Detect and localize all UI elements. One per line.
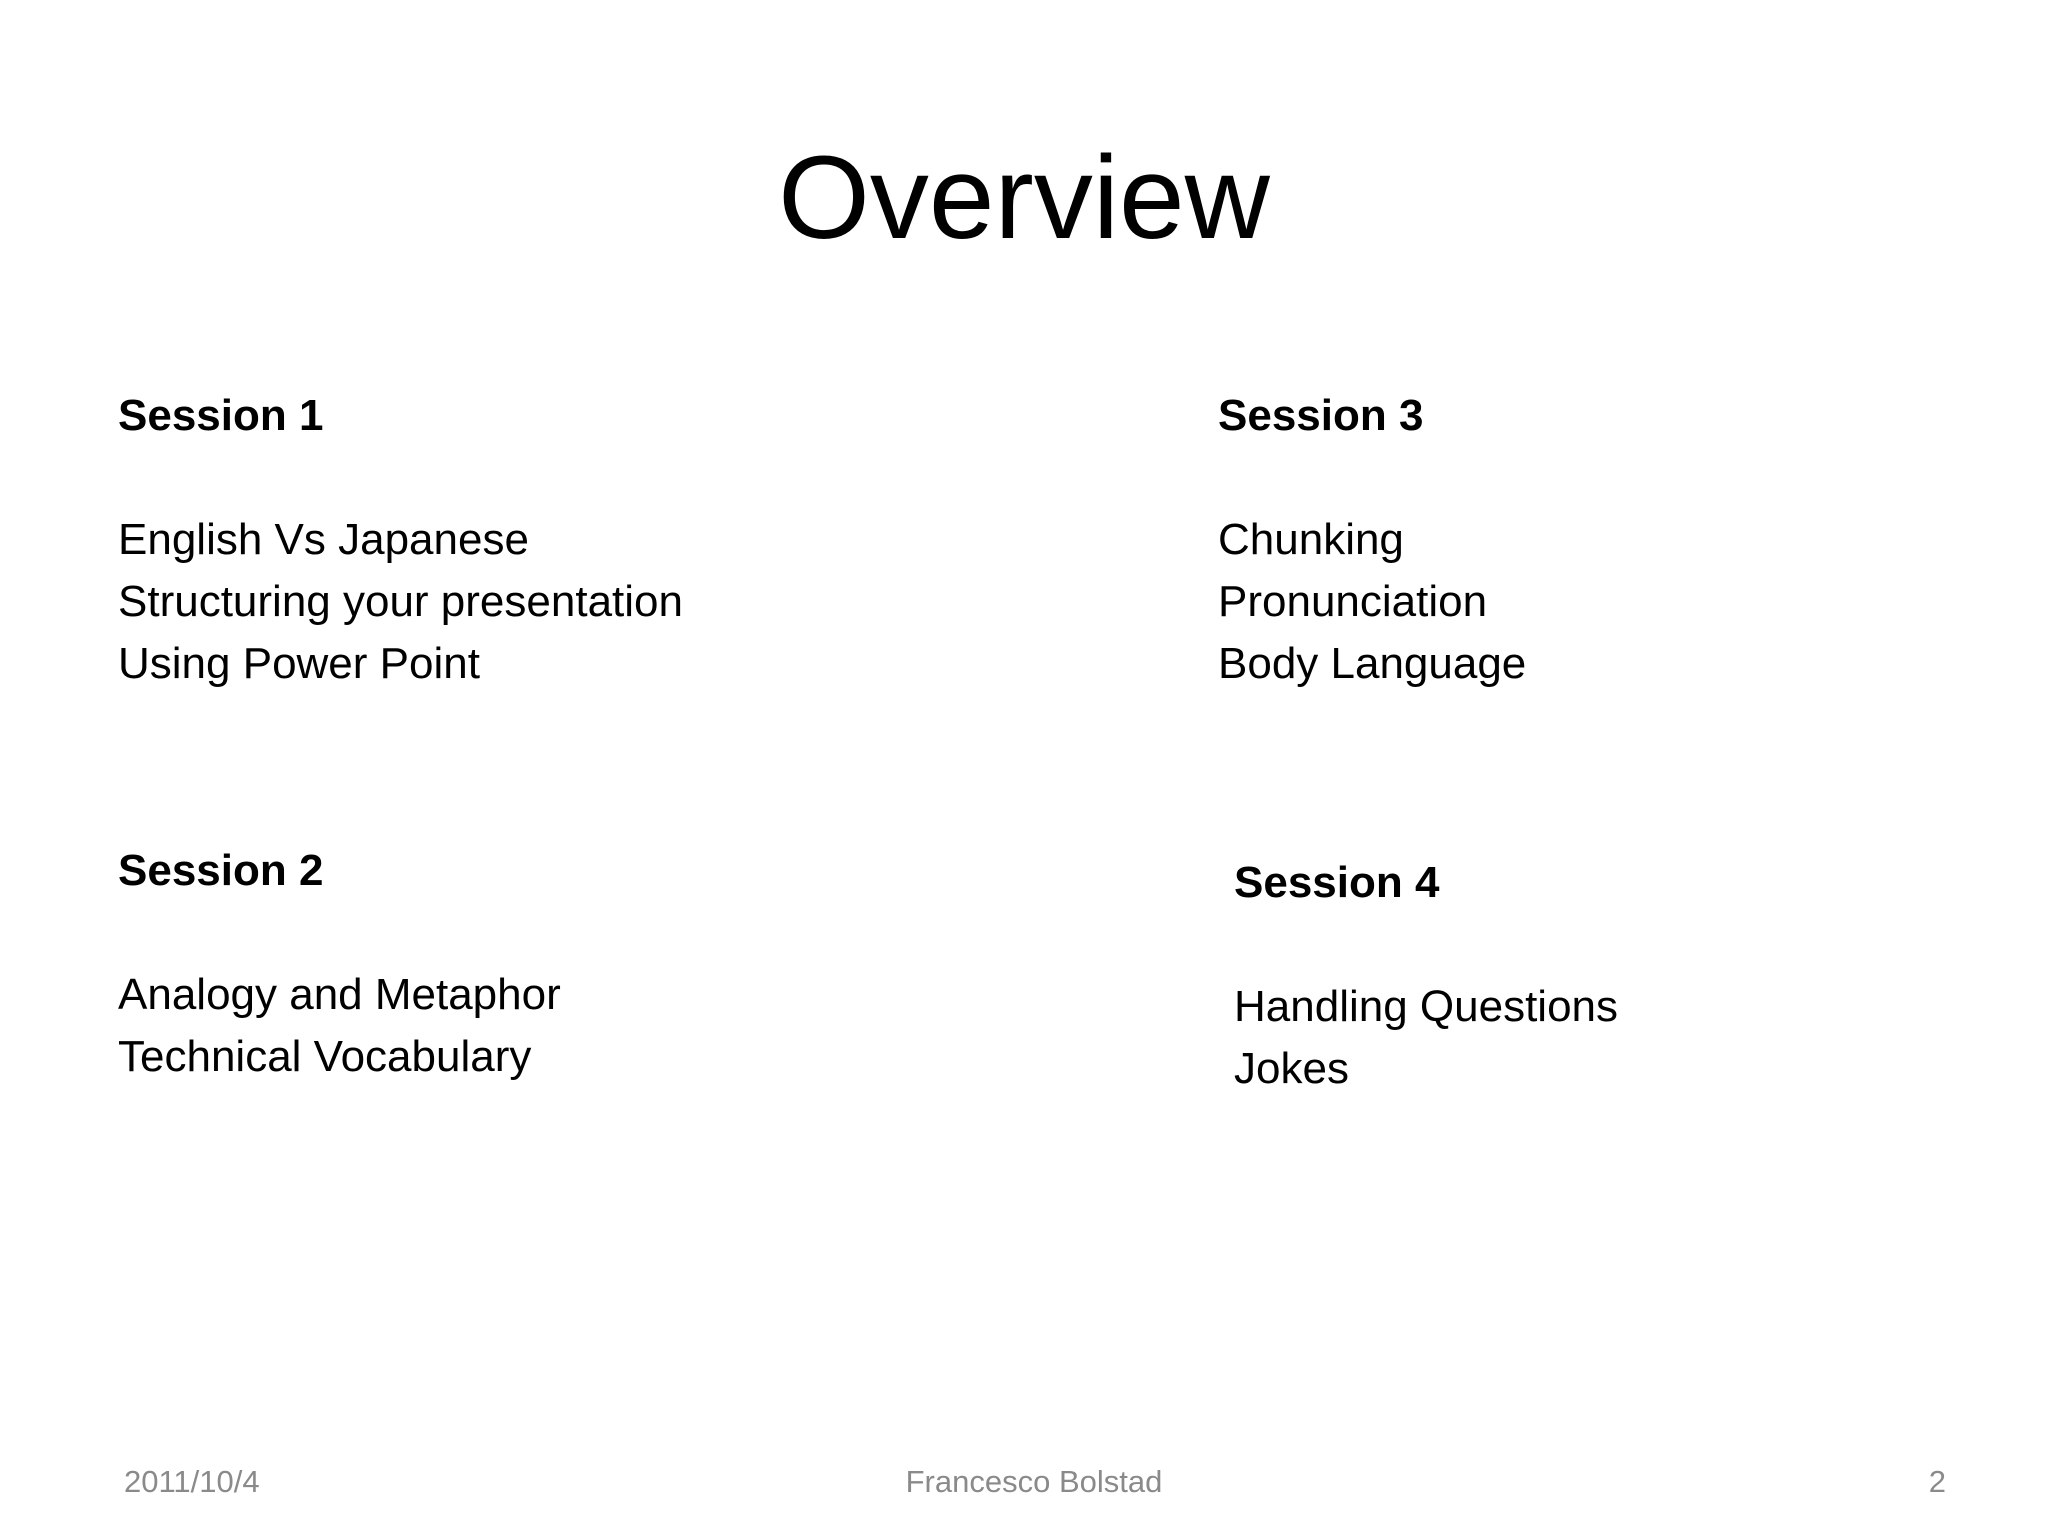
session-heading: Session 1 [118, 391, 324, 440]
session-4-block [1234, 852, 2048, 1100]
session-topic: Handling Questions [1234, 982, 1619, 1031]
session-1-block [118, 385, 938, 695]
session-topic: Structuring your presentation [118, 577, 683, 626]
session-3-block [1218, 385, 2038, 695]
slide-page-number: 2 [1928, 1464, 1946, 1499]
session-topic-list [1218, 509, 2038, 695]
session-topic: Analogy and Metaphor [118, 970, 561, 1019]
session-topic: Technical Vocabulary [118, 1032, 532, 1081]
slide-title: Overview [778, 132, 1270, 264]
session-topic-list [118, 509, 938, 695]
session-topic: Pronunciation [1218, 577, 1488, 626]
session-topic-list [1234, 976, 2048, 1100]
footer-author: Francesco Bolstad [905, 1464, 1163, 1499]
session-heading: Session 2 [118, 846, 324, 895]
session-heading: Session 4 [1234, 858, 1440, 907]
session-heading: Session 3 [1218, 391, 1424, 440]
session-topic: Chunking [1218, 515, 1404, 564]
session-topic: Using Power Point [118, 639, 480, 688]
footer-date: 2011/10/4 [124, 1464, 260, 1499]
session-2-block [118, 840, 938, 1088]
session-topic: Jokes [1234, 1044, 1349, 1093]
session-topic: Body Language [1218, 639, 1527, 688]
session-topic: English Vs Japanese [118, 515, 529, 564]
session-topic-list [118, 964, 938, 1088]
